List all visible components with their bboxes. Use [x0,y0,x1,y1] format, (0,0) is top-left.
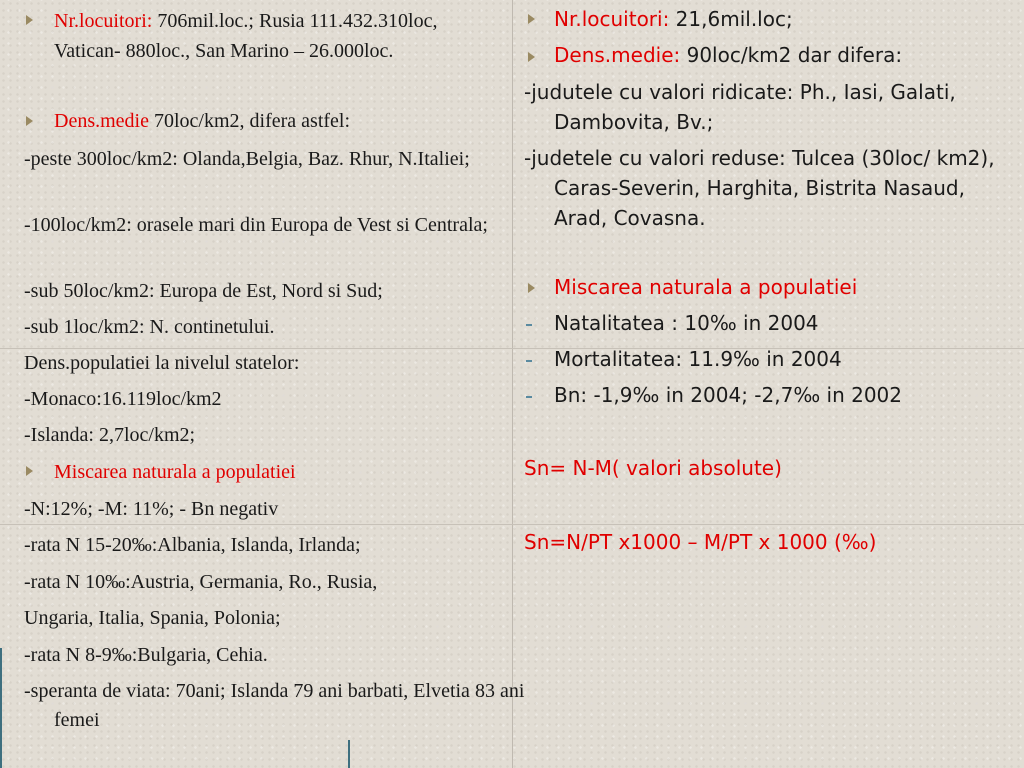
right-bullet-density [554,40,1014,70]
right-population-label: Nr.locuitori: [554,7,670,31]
right-natural-movement-heading: Miscarea naturala a populatiei [554,275,858,299]
left-line: -N:12%; -M: 11%; - Bn negativ [24,498,279,520]
right-density-text: 90loc/km2 dar difera: [680,43,903,67]
left-natural-movement-heading: Miscarea naturala a populatiei [54,461,296,483]
right-column [512,0,1024,768]
left-bullet-density [54,106,500,136]
left-bullet-population [54,6,500,66]
left-line: -Monaco:16.119loc/km2 [24,388,222,410]
right-formula-relative: Sn=N/PT x1000 – M/PT x 1000 (‰) [524,530,877,554]
left-line: -100loc/km2: orasele mari din Europa de Vest si Centrala; [24,214,488,236]
left-density-label: Dens.medie [54,110,149,132]
left-line: Dens.populatiei la nivelul statelor: [24,352,300,374]
arrow-bullet-icon [26,466,33,476]
arrow-bullet-icon [528,283,535,293]
left-population-text: 706mil.loc.; Rusia 111.432.310loc, Vatican- 880loc., San Marino – 26.000loc. [54,10,438,62]
right-formula-absolute: Sn= N-M( valori absolute) [524,456,782,480]
left-line: -rata N 15-20‰:Albania, Islanda, Irlanda; [24,534,361,556]
left-density-text: 70loc/km2, difera astfel: [148,110,351,132]
right-dash-item: Mortalitatea: 11.9‰ in 2004 [554,347,842,371]
right-paragraph-high: -judutele cu valori ridicate: Ph., Iasi, Galati, Dambovita, Bv.; [524,80,956,134]
right-dash-item: Natalitatea : 10‰ in 2004 [554,311,819,335]
arrow-bullet-icon [528,14,535,24]
dash-bullet-icon [526,360,532,362]
arrow-bullet-icon [528,52,535,62]
right-dash-item: Bn: -1,9‰ in 2004; -2,7‰ in 2002 [554,383,902,407]
right-bullet-population [554,4,1014,34]
left-line: -sub 1loc/km2: N. continetului. [24,316,275,338]
left-line: -rata N 8-9‰:Bulgaria, Cehia. [24,644,268,666]
arrow-bullet-icon [26,116,33,126]
left-line: -Islanda: 2,7loc/km2; [24,424,196,446]
right-population-text: 21,6mil.loc; [669,7,793,31]
arrow-bullet-icon [26,15,33,25]
right-paragraph-low: -judetele cu valori reduse: Tulcea (30loc/ km2), Caras-Severin, Harghita, Bistrita Nasaud, Arad, Covasna. [524,146,995,230]
dash-bullet-icon [526,324,532,326]
left-line: -peste 300loc/km2: Olanda,Belgia, Baz. Rhur, N.Italiei; [24,148,470,170]
left-line: -rata N 10‰:Austria, Germania, Ro., Rusia, [24,571,378,593]
left-line: Ungaria, Italia, Spania, Polonia; [24,607,281,629]
left-line: -sub 50loc/km2: Europa de Est, Nord si Sud; [24,280,383,302]
right-density-label: Dens.medie: [554,43,681,67]
dash-bullet-icon [526,396,532,398]
left-line: -speranta de viata: 70ani; Islanda 79 ani barbati, Elvetia 83 ani femei [24,680,525,731]
left-population-label: Nr.locuitori: [54,10,153,32]
